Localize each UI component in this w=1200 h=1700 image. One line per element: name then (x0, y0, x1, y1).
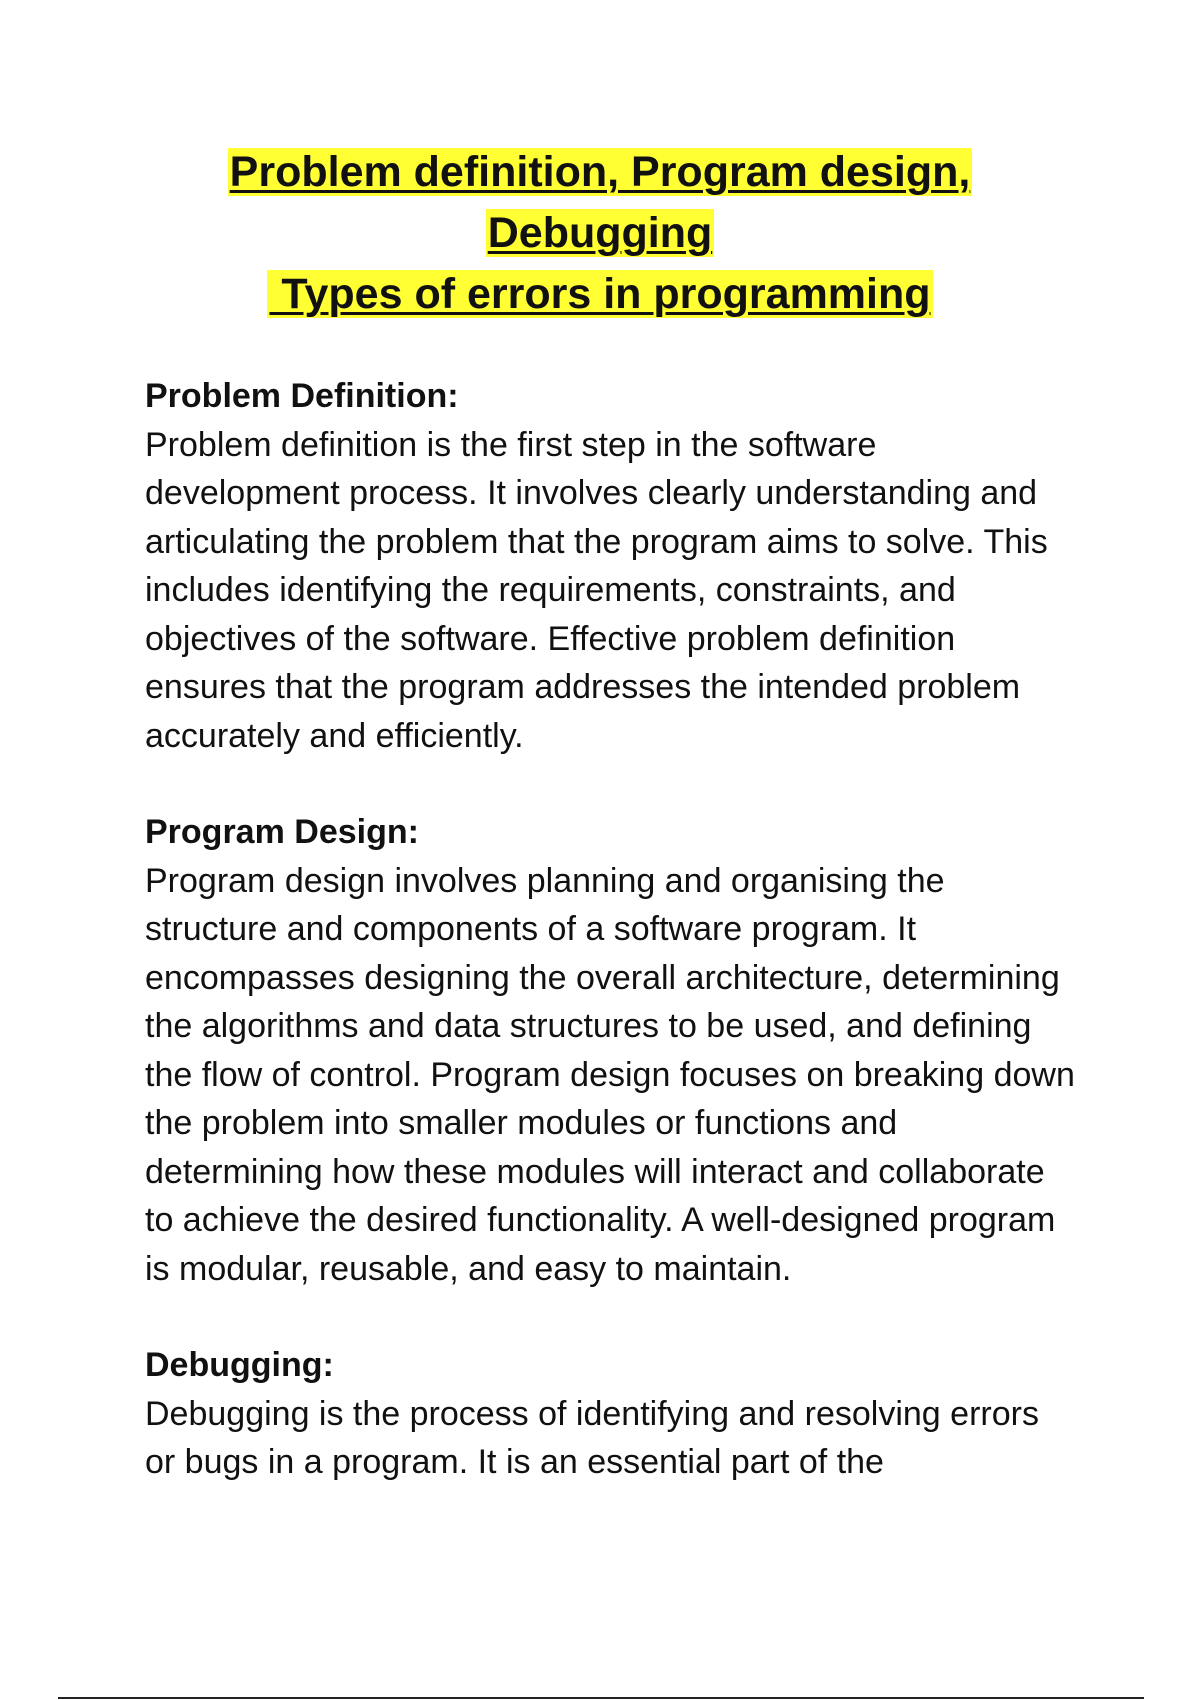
title-line-1 (100, 142, 1100, 203)
section-debugging (145, 1341, 1075, 1487)
title-line-3 (100, 264, 1100, 325)
page-bottom-divider (58, 1697, 1144, 1699)
section-heading: Debugging: (145, 1346, 334, 1384)
title-highlight-1: Problem definition, Program design, (229, 148, 971, 196)
section-paragraph: Problem definition is the first step in the software development process. It involves clearly understanding and articulating the problem that the program aims to solve. This includes identifying the requirements, constraints, and objectives of the software. Effective problem definition ensures that the program addresses the intended problem accurately and efficiently. (145, 425, 1048, 755)
title-highlight-3: Types of errors in programming (269, 270, 931, 318)
document-title (100, 142, 1100, 325)
section-paragraph: Program design involves planning and organising the structure and components of a software program. It encompasses designing the overall architecture, determining the algorithms and data structures to be used, and defining the flow of control. Program design focuses on breaking down the problem into smaller modules or functions and determining how these modules will interact and collaborate to achieve the desired functionality. A well-designed program is modular, reusable, and easy to maintain. (145, 861, 1075, 1288)
section-problem-definition (145, 372, 1075, 760)
title-line-2 (100, 203, 1100, 264)
section-heading: Program Design: (145, 813, 419, 851)
document-body (145, 372, 1075, 1535)
title-highlight-2: Debugging (487, 209, 713, 257)
section-heading: Problem Definition: (145, 377, 459, 415)
section-paragraph: Debugging is the process of identifying and resolving errors or bugs in a program. It is an essential part of the (145, 1394, 1039, 1481)
section-program-design (145, 808, 1075, 1293)
